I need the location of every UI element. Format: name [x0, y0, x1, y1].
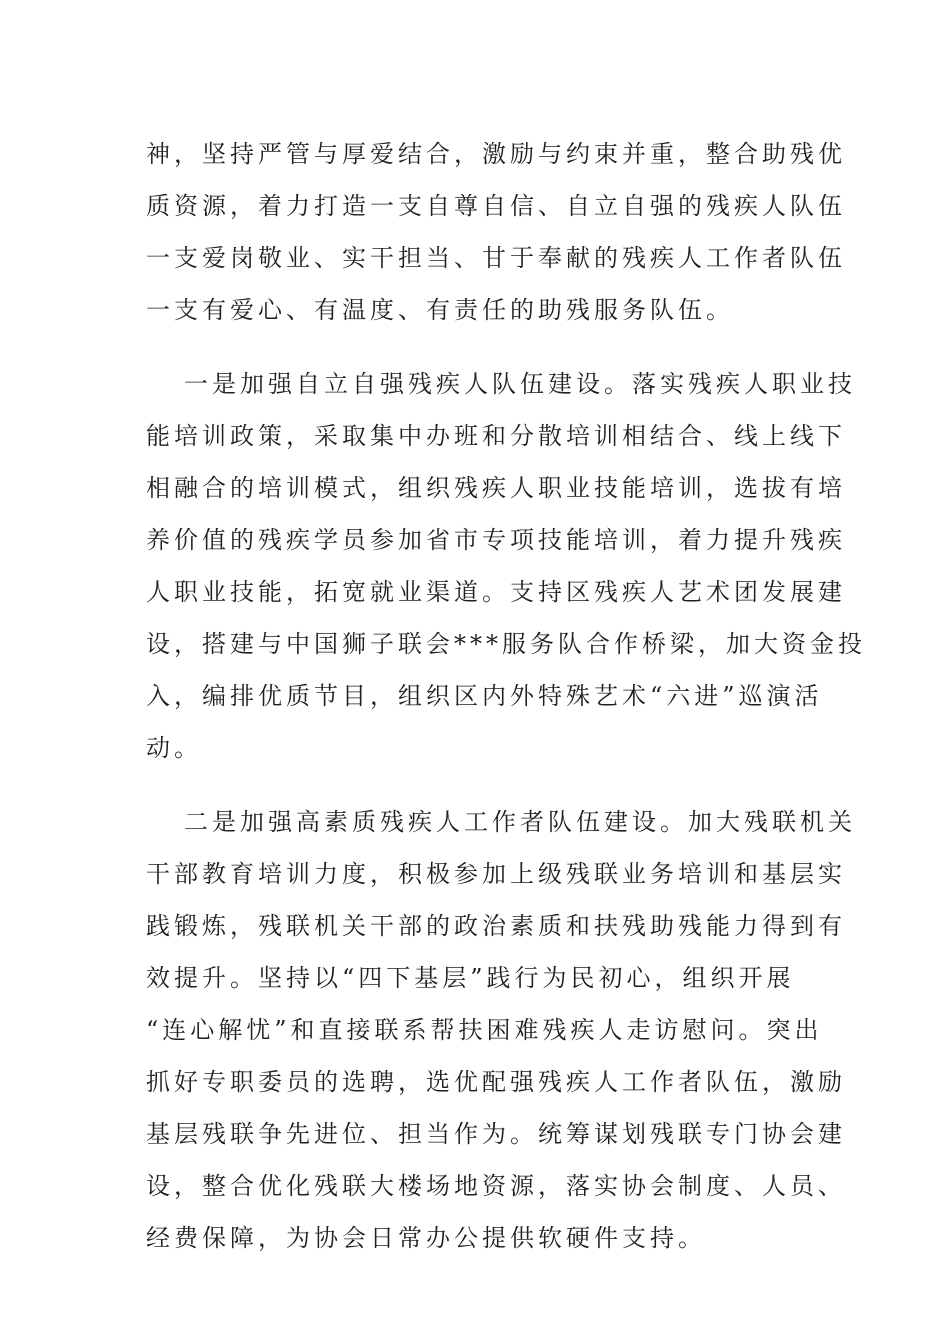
text-line: 经费保障，为协会日常办公提供软硬件支持。	[146, 1224, 706, 1252]
text-line: 抓好专职委员的选聘，选优配强残疾人工作者队伍，激励	[146, 1068, 846, 1096]
text-line: 入，编排优质节目，组织区内外特殊艺术“六进”巡演活	[146, 682, 823, 710]
text-line: 设，搭建与中国狮子联会***服务队合作桥梁，加大资金投	[146, 630, 866, 658]
text-line: 人职业技能，拓宽就业渠道。支持区残疾人艺术团发展建	[146, 578, 846, 606]
paragraph-1	[146, 128, 846, 336]
text-line: 养价值的残疾学员参加省市专项技能培训，着力提升残疾	[146, 526, 846, 554]
text-line: 践锻炼，残联机关干部的政治素质和扶残助残能力得到有	[146, 912, 846, 940]
text-line: 效提升。坚持以“四下基层”践行为民初心，组织开展	[146, 964, 795, 992]
paragraph-spacer	[146, 336, 808, 358]
text-line: 相融合的培训模式，组织残疾人职业技能培训，选拔有培	[146, 474, 846, 502]
text-line: 能培训政策，采取集中办班和分散培训相结合、线上线下	[146, 422, 846, 450]
text-line: 干部教育培训力度，积极参加上级残联业务培训和基层实	[146, 860, 846, 888]
text-line: 神，坚持严管与厚爱结合，激励与约束并重，整合助残优	[146, 140, 846, 168]
paragraph-spacer	[146, 774, 808, 796]
document-body	[146, 128, 866, 1264]
paragraph-3	[146, 796, 856, 1264]
text-line: 一支爱岗敬业、实干担当、甘于奉献的残疾人工作者队伍	[146, 244, 846, 272]
text-line: 动。	[146, 734, 202, 762]
text-line: 设，整合优化残联大楼场地资源，落实协会制度、人员、	[146, 1172, 846, 1200]
text-line: 基层残联争先进位、担当作为。统筹谋划残联专门协会建	[146, 1120, 846, 1148]
text-line: 质资源，着力打造一支自尊自信、自立自强的残疾人队伍	[146, 192, 846, 220]
text-line: “连心解忧”和直接联系帮扶困难残疾人走访慰问。突出	[146, 1016, 823, 1044]
text-line: 二是加强高素质残疾人工作者队伍建设。加大残联机关	[184, 808, 856, 836]
paragraph-2	[146, 358, 866, 774]
text-line: 一是加强自立自强残疾人队伍建设。落实残疾人职业技	[184, 370, 856, 398]
text-line: 一支有爱心、有温度、有责任的助残服务队伍。	[146, 296, 734, 324]
